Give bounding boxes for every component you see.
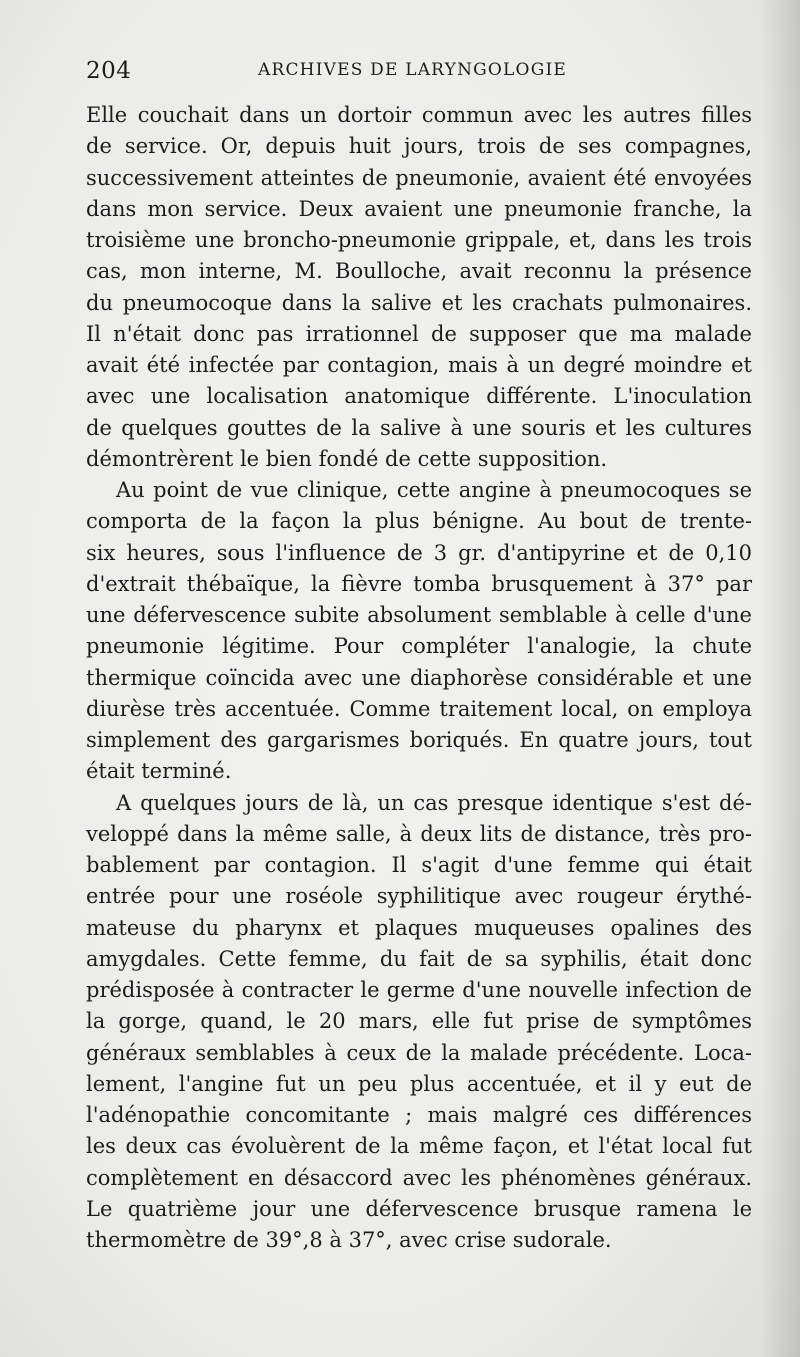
text-line: veloppé dans la même salle, à deux lits de distance, très pro- [86, 821, 752, 846]
text-line: cas, mon interne, M. Boulloche, avait reconnu la présence [86, 259, 752, 284]
text-line: successivement atteintes de pneumonie, avaient été envoyées [86, 165, 752, 190]
text-line: prédisposée à contracter le germe d'une nouvelle infection de [86, 978, 752, 1002]
text-line: avait été infectée par contagion, mais à un degré moindre et [86, 353, 752, 377]
text-line: du pneumocoque dans la salive et les crachats pulmonaires. [86, 290, 752, 315]
text-line: lement, l'angine fut un peu plus accentuée, et il y eut de [86, 1071, 752, 1096]
text-line: A quelques jours de là, un cas presque identique s'est dé- [116, 790, 752, 815]
text-line: de service. Or, depuis huit jours, trois de ses compagnes, [86, 134, 752, 159]
text-line: thermomètre de 39°,8 à 37°, avec crise sudorale. [86, 1228, 612, 1252]
text-line: diurèse très accentuée. Comme traitement local, on employa [86, 696, 752, 721]
text-line: l'adénopathie concomitante ; mais malgré ces différences [86, 1103, 752, 1127]
text-line: complètement en désaccord avec les phénomènes généraux. [86, 1165, 752, 1190]
text-line: Il n'était donc pas irrationnel de supposer que ma malade [86, 321, 752, 346]
text-line: troisième une broncho-pneumonie grippale, et, dans les trois [86, 228, 752, 252]
text-line: dans mon service. Deux avaient une pneumonie franche, la [86, 196, 752, 221]
text-line: d'extrait thébaïque, la fièvre tomba brusquement à 37° par [86, 571, 752, 596]
text-line: mateuse du pharynx et plaques muqueuses opalines des [86, 915, 752, 940]
page-header [86, 58, 766, 88]
text-line: une défervescence subite absolument semblable à celle d'une [86, 603, 752, 627]
paragraph [86, 100, 752, 475]
paragraph [86, 475, 752, 788]
running-head: ARCHIVES DE LARYNGOLOGIE [258, 60, 567, 80]
text-line: Elle couchait dans un dortoir commun avec les autres filles [86, 103, 752, 127]
text-line: comporta de la façon la plus bénigne. Au bout de trente- [86, 509, 752, 534]
text-line: pneumonie légitime. Pour compléter l'analogie, la chute [86, 634, 752, 659]
text-line: six heures, sous l'influence de 3 gr. d'antipyrine et de 0,10 [86, 540, 752, 565]
text-line: la gorge, quand, le 20 mars, elle fut prise de symptômes [86, 1009, 752, 1034]
text-line: simplement des gargarismes boriqués. En quatre jours, tout [86, 728, 752, 752]
text-line: de quelques gouttes de la salive à une souris et les cultures [86, 415, 752, 440]
text-line: généraux semblables à ceux de la malade précédente. Loca- [86, 1040, 752, 1065]
page-edge-shadow [760, 0, 800, 1357]
text-line: était terminé. [86, 759, 232, 784]
text-line: démontrèrent le bien fondé de cette supposition. [86, 446, 608, 471]
text-line: avec une localisation anatomique différente. L'inoculation [86, 384, 752, 409]
text-line: amygdales. Cette femme, du fait de sa syphilis, était donc [86, 946, 752, 971]
text-line: bablement par contagion. Il s'agit d'une femme qui était [86, 853, 752, 877]
paragraph [86, 788, 752, 1257]
text-line: Le quatrième jour une défervescence brusque ramena le [86, 1196, 752, 1221]
text-line: les deux cas évoluèrent de la même façon, et l'état local fut [86, 1134, 752, 1159]
text-line: entrée pour une roséole syphilitique avec rougeur érythé- [86, 884, 752, 909]
text-line: Au point de vue clinique, cette angine à pneumocoques se [116, 478, 752, 502]
text-line: thermique coïncida avec une diaphorèse considérable et une [86, 665, 752, 690]
body-text [86, 100, 752, 1256]
page-number: 204 [86, 58, 132, 84]
